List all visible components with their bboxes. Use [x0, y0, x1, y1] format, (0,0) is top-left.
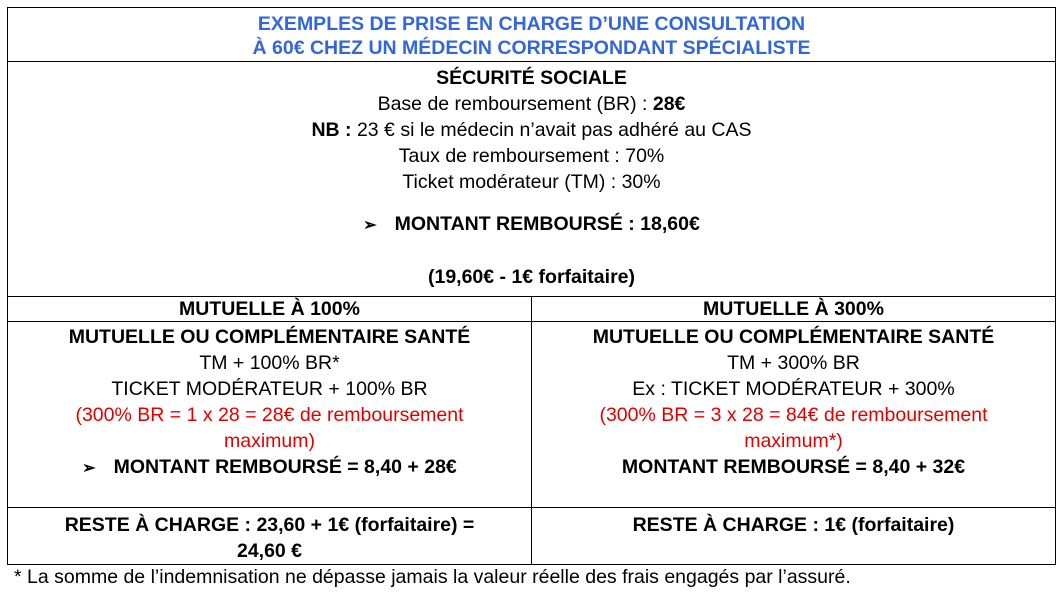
title-line-2: À 60€ CHEZ UN MÉDECIN CORRESPONDANT SPÉCIALISTE	[252, 37, 811, 59]
m100-line1: TM + 100% BR*	[199, 352, 340, 374]
mutuelle-300-header: MUTUELLE À 300%	[703, 298, 884, 320]
ss-nb-text: 23 € si le médecin n’avait pas adhéré au CAS	[351, 119, 752, 141]
m100-montant: MONTANT REMBOURSÉ = 8,40 + 28€	[113, 456, 457, 478]
m100-reste-cell	[8, 508, 532, 564]
ss-ticket: Ticket modérateur (TM) : 30%	[402, 171, 661, 193]
m300-reste-cell	[532, 508, 1055, 564]
ss-base-value: 28€	[652, 93, 686, 115]
ss-montant: MONTANT REMBOURSÉ : 18,60€	[394, 213, 700, 235]
reste-a-charge-row	[8, 508, 1055, 564]
ss-base-label: Base de remboursement (BR) :	[377, 93, 653, 115]
ss-detail: (19,60€ - 1€ forfaitaire)	[427, 266, 635, 288]
m100-red-line2: maximum)	[224, 430, 315, 452]
ss-montant-line	[8, 211, 1055, 239]
m100-red-line1: (300% BR = 1 x 28 = 28€ de remboursement	[75, 404, 464, 426]
m300-line2: Ex : TICKET MODÉRATEUR + 300%	[632, 378, 955, 400]
m300-reste: RESTE À CHARGE : 1€ (forfaitaire)	[632, 514, 955, 536]
arrow-bullet-icon: ➢	[82, 460, 96, 477]
mutuelle-headers	[8, 297, 1055, 322]
m100-reste-line2: 24,60 €	[236, 540, 303, 562]
ss-base-line	[8, 91, 1055, 117]
ss-nb-line	[8, 117, 1055, 143]
ss-heading: SÉCURITÉ SOCIALE	[436, 67, 627, 89]
title-line-1: EXEMPLES DE PRISE EN CHARGE D’UNE CONSULTATION	[257, 13, 806, 35]
m300-line1: TM + 300% BR	[727, 352, 860, 374]
m300-red-line2: maximum*)	[744, 430, 843, 452]
arrow-bullet-icon: ➢	[363, 217, 377, 234]
securite-sociale-section	[8, 62, 1055, 297]
ss-taux: Taux de remboursement : 70%	[398, 145, 665, 167]
mutuelle-100-header: MUTUELLE À 100%	[8, 297, 532, 321]
m100-heading: MUTUELLE OU COMPLÉMENTAIRE SANTÉ	[68, 326, 471, 348]
table-title	[8, 8, 1055, 62]
mutuelle-details	[8, 322, 1055, 508]
footnote: * La somme de l’indemnisation ne dépasse jamais la valeur réelle des frais engagés par l’assuré.	[14, 566, 851, 588]
m100-line2: TICKET MODÉRATEUR + 100% BR	[111, 378, 428, 400]
mutuelle-100-cell	[8, 322, 532, 507]
reimbursement-table	[7, 7, 1056, 565]
m300-montant: MONTANT REMBOURSÉ = 8,40 + 32€	[621, 456, 966, 478]
m100-reste-line1: RESTE À CHARGE : 23,60 + 1€ (forfaitaire) =	[64, 514, 475, 536]
m100-montant-line	[8, 454, 531, 482]
ss-nb-label: NB :	[311, 119, 352, 141]
mutuelle-300-cell	[532, 322, 1055, 507]
m300-heading: MUTUELLE OU COMPLÉMENTAIRE SANTÉ	[592, 326, 995, 348]
m300-red-line1: (300% BR = 3 x 28 = 84€ de remboursement	[599, 404, 988, 426]
